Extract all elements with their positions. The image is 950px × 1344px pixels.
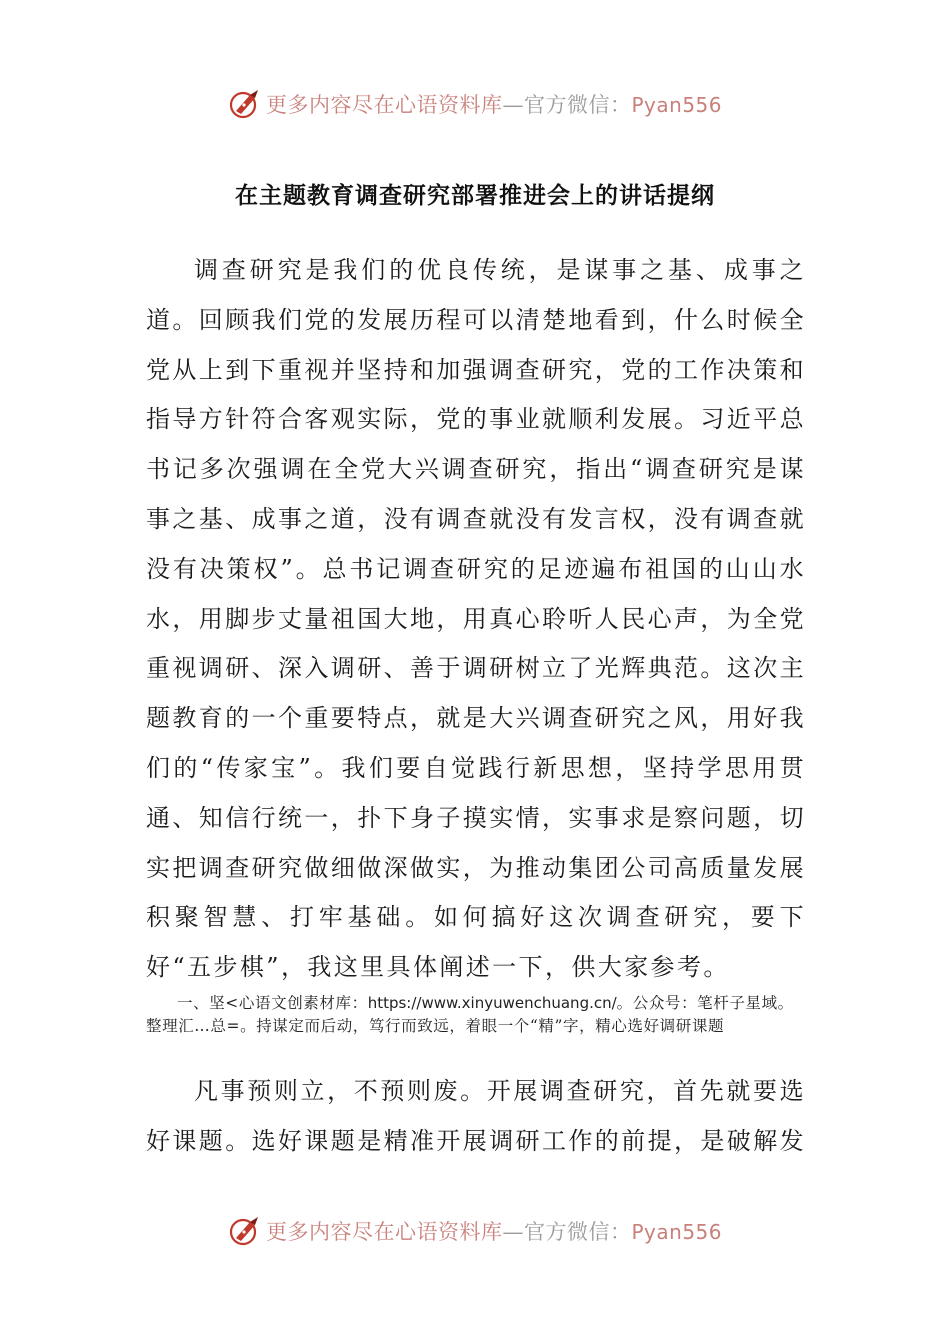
pen-nib-logo-icon: [228, 1214, 262, 1248]
footer-banner-text: [266, 1216, 722, 1246]
footer-banner-dash: —官方微信：: [502, 1220, 632, 1244]
section-heading-suffix: 。公众号：笔杆子星域。整理汇…总=。持谋定而后动，笃行而致远，着眼一个“精”字，精心选好调研课题: [146, 994, 794, 1035]
header-banner: [0, 84, 950, 124]
header-banner-dash: —官方微信：: [502, 93, 632, 117]
pen-nib-logo-icon: [228, 87, 262, 121]
section-heading-url: https://www.xinyuwenchuang.cn/: [367, 994, 617, 1012]
body-paragraph-1: 调查研究是我们的优良传统，是谋事之基、成事之道。回顾我们党的发展历程可以清楚地看到，什么时候全党从上到下重视并坚持和加强调查研究，党的工作决策和指导方针符合客观实际，党的事业就顺利发展。习近平总书记多次强调在全党大兴调查研究，指出“调查研究是谋事之基、成事之道，没有调查就没有发言权，没有调查就没有决策权”。总书记调查研究的足迹遍布祖国的山山水水，用脚步丈量祖国大地，用真心聆听人民心声，为全党重视调研、深入调研、善于调研树立了光辉典范。这次主题教育的一个重要特点，就是大兴调查研究之风，用好我们的“传家宝”。我们要自觉践行新思想，坚持学思用贯通、知信行统一，扑下身子摸实情，实事求是察问题，切实把调查研究做细做深做实，为推动集团公司高质量发展积聚智慧、打牢基础。如何搞好这次调查研究，要下好“五步棋”，我这里具体阐述一下，供大家参考。: [146, 256, 806, 982]
footer-banner: [0, 1211, 950, 1251]
footer-banner-main: 更多内容尽在心语资料库: [265, 1220, 503, 1244]
section-heading-prefix: 一、坚<心语文创素材库：: [177, 994, 368, 1012]
header-banner-main: 更多内容尽在心语资料库: [265, 93, 503, 117]
document-title: 在主题教育调查研究部署推进会上的讲话提纲: [235, 183, 715, 209]
footer-banner-id: Pyan556: [631, 1220, 722, 1244]
section-heading-1: [146, 992, 806, 1038]
header-banner-id: Pyan556: [631, 93, 722, 117]
header-banner-text: [266, 89, 722, 119]
body-paragraph-2: 凡事预则立，不预则废。开展调查研究，首先就要选好课题。选好课题是精准开展调研工作的前提，是破解发: [146, 1077, 806, 1155]
